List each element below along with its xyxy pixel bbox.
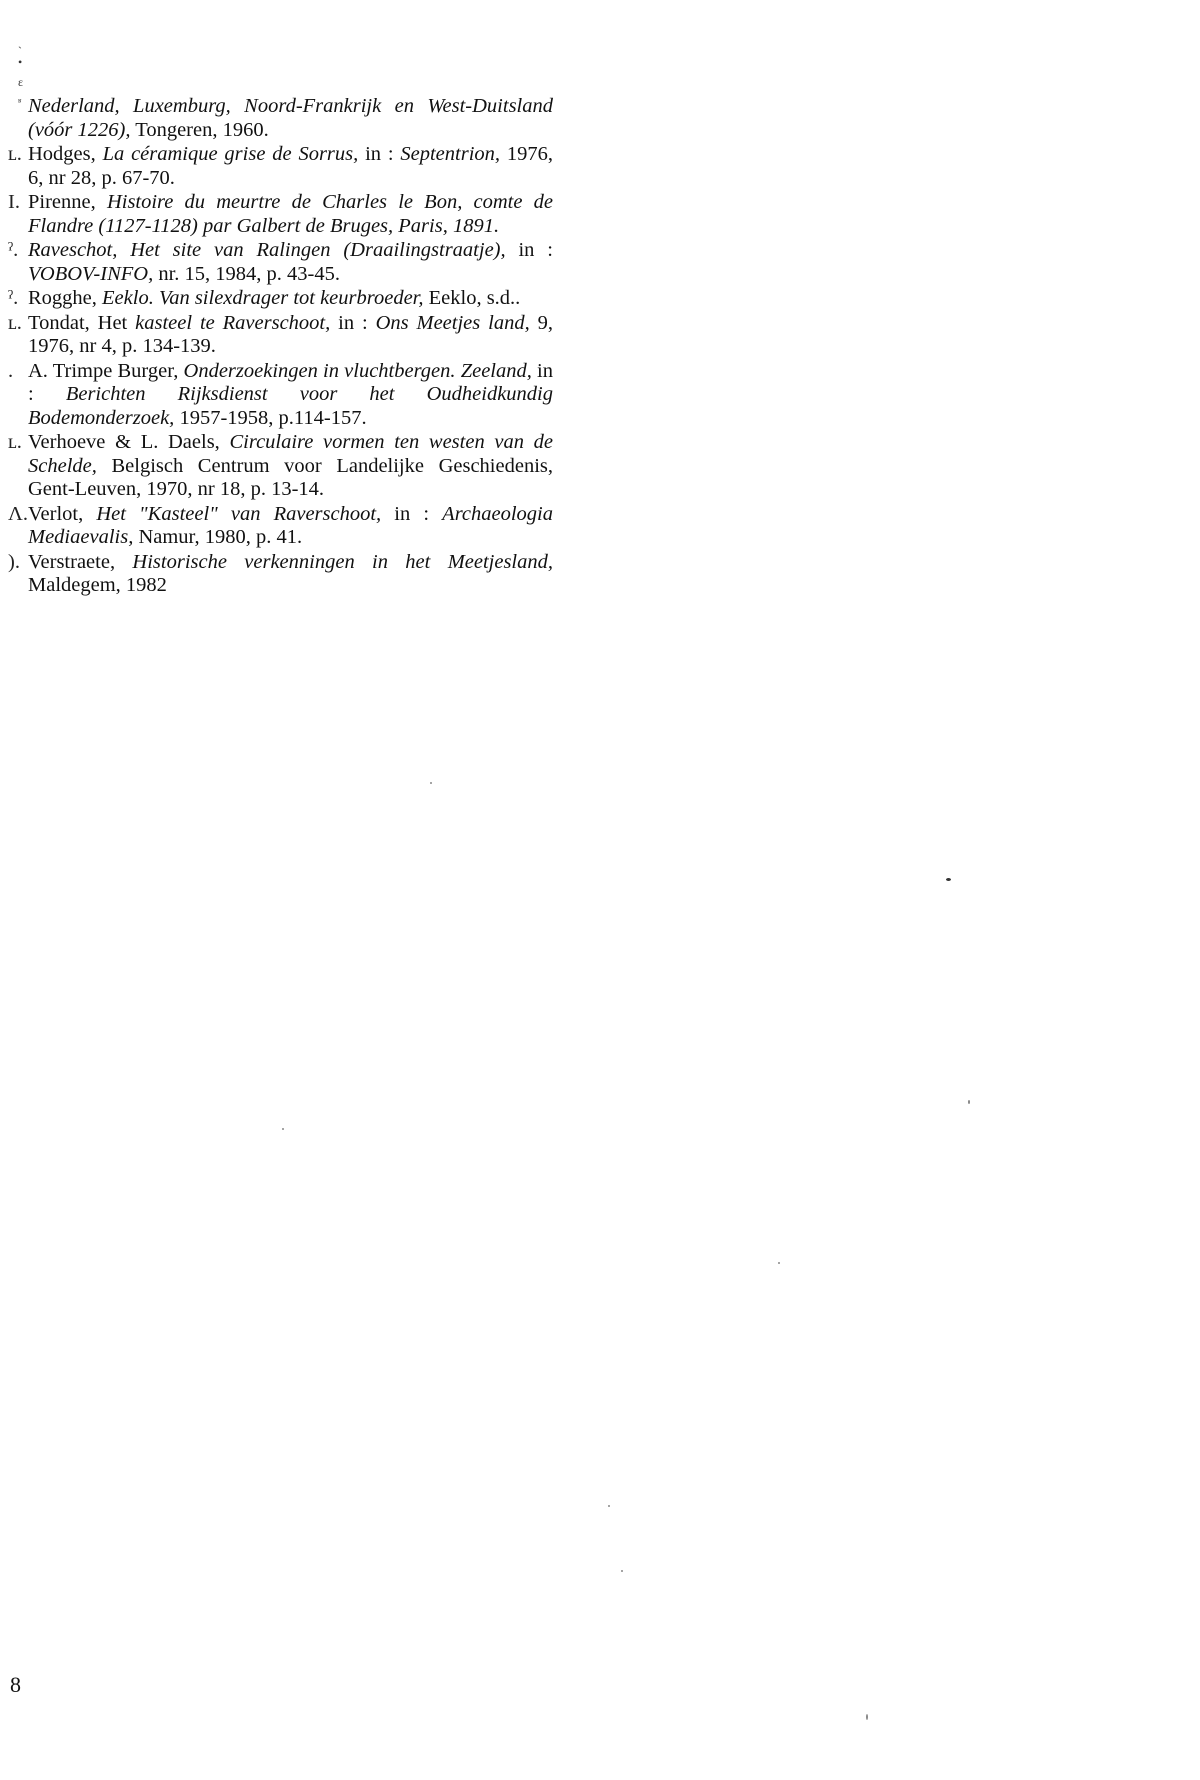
scan-speck	[866, 1714, 868, 1720]
reference-mark: I.	[8, 191, 20, 213]
reference-entry	[8, 287, 553, 311]
reference-title: Ons Meetjes land,	[375, 311, 530, 334]
margin-mark: ɛ	[18, 75, 24, 89]
reference-text: Eeklo, s.d..	[423, 287, 521, 309]
reference-text: Hodges,	[28, 143, 103, 165]
reference-title: Onderzoekingen in vluchtbergen. Zeeland,	[183, 359, 532, 382]
reference-text: in :	[330, 311, 376, 334]
reference-text: Namur, 1980, p. 41.	[133, 526, 303, 548]
reference-text: nr. 15, 1984, p. 43-45.	[153, 262, 340, 285]
reference-entry	[8, 312, 553, 359]
reference-mark: ʟ.	[8, 311, 22, 334]
reference-text: Verstraete,	[28, 550, 133, 573]
scan-speck	[282, 1128, 284, 1130]
reference-text: Tongeren, 1960.	[130, 118, 269, 141]
reference-title: Raveschot, Het site van Ralingen (Draailingstraatje),	[28, 239, 506, 261]
reference-title: Het "Kasteel" van Raverschoot,	[96, 502, 382, 525]
reference-text: 9, 1976, nr 4, p. 134-139.	[28, 311, 553, 357]
scan-speck	[430, 782, 432, 784]
reference-entry	[8, 143, 553, 190]
reference-text: Tondat, Het	[28, 311, 136, 334]
reference-text: Rogghe,	[28, 287, 103, 309]
scan-speck	[968, 1100, 970, 1104]
reference-text: 1976, 6, nr 28, p. 67-70.	[28, 143, 553, 189]
reference-text: in :	[381, 502, 443, 525]
reference-text: Pirenne,	[28, 191, 107, 213]
margin-mark: ˏ	[18, 35, 22, 49]
reference-text: in :	[358, 143, 401, 165]
margin-mark: ʶ	[18, 95, 22, 109]
reference-mark: ˀ.	[8, 239, 19, 261]
scan-speck	[778, 1262, 780, 1264]
reference-title: VOBOV-INFO,	[28, 262, 154, 285]
reference-title: La céramique grise de Sorrus,	[102, 143, 359, 165]
margin-mark: •	[18, 55, 23, 69]
reference-mark: .	[8, 359, 14, 382]
page-number: 8	[10, 1672, 21, 1697]
scan-speck	[621, 1570, 623, 1572]
reference-title: Septentrion,	[400, 143, 501, 165]
reference-title: Circulaire vormen ten westen van de Schelde,	[28, 431, 553, 477]
scan-speck	[946, 878, 951, 881]
reference-text: Maldegem, 1982	[28, 574, 167, 596]
reference-title: Archaeologia Mediaevalis,	[28, 502, 553, 548]
reference-text: in :	[505, 239, 553, 261]
reference-text: A. Trimpe Burger,	[28, 359, 184, 382]
reference-text: 1957-1958, p.114-157.	[174, 406, 367, 429]
reference-entry	[8, 239, 553, 286]
reference-title: Historische verkenningen in het Meetjesland,	[132, 550, 554, 573]
reference-text: Belgisch Centrum voor Landelijke Geschiedenis, Gent-Leuven, 1970, nr 18, p. 13-14.	[28, 454, 553, 500]
reference-entry	[8, 503, 553, 550]
reference-entry	[8, 191, 553, 238]
reference-list	[8, 95, 553, 599]
reference-mark: Λ.	[8, 502, 28, 525]
reference-entry	[8, 551, 553, 598]
reference-mark: ʟ.	[8, 431, 22, 453]
reference-title: Histoire du meurtre de Charles le Bon, comte de Flandre (1127-1128) par Galbert de Bruges, Paris, 1891.	[28, 191, 553, 237]
reference-entry	[8, 360, 553, 431]
reference-mark: ).	[8, 550, 20, 573]
reference-title: Nederland, Luxemburg, Noord-Frankrijk en West-Duitsland (vóór 1226),	[28, 95, 553, 141]
reference-mark: ʟ.	[8, 143, 22, 165]
reference-entry	[8, 431, 553, 502]
reference-title: kasteel te Raverschoot,	[135, 311, 331, 334]
reference-entry	[8, 95, 553, 142]
reference-text: in :	[28, 359, 553, 405]
scan-speck	[608, 1505, 610, 1507]
reference-mark: ˀ.	[8, 287, 19, 309]
reference-title: Eeklo. Van silexdrager tot keurbroeder,	[102, 287, 424, 309]
reference-title: Berichten Rijksdienst voor het Oudheidkundig Bodemonderzoek,	[28, 383, 553, 429]
reference-text: Verhoeve & L. Daels,	[28, 431, 230, 453]
reference-text: Verlot,	[28, 502, 97, 525]
